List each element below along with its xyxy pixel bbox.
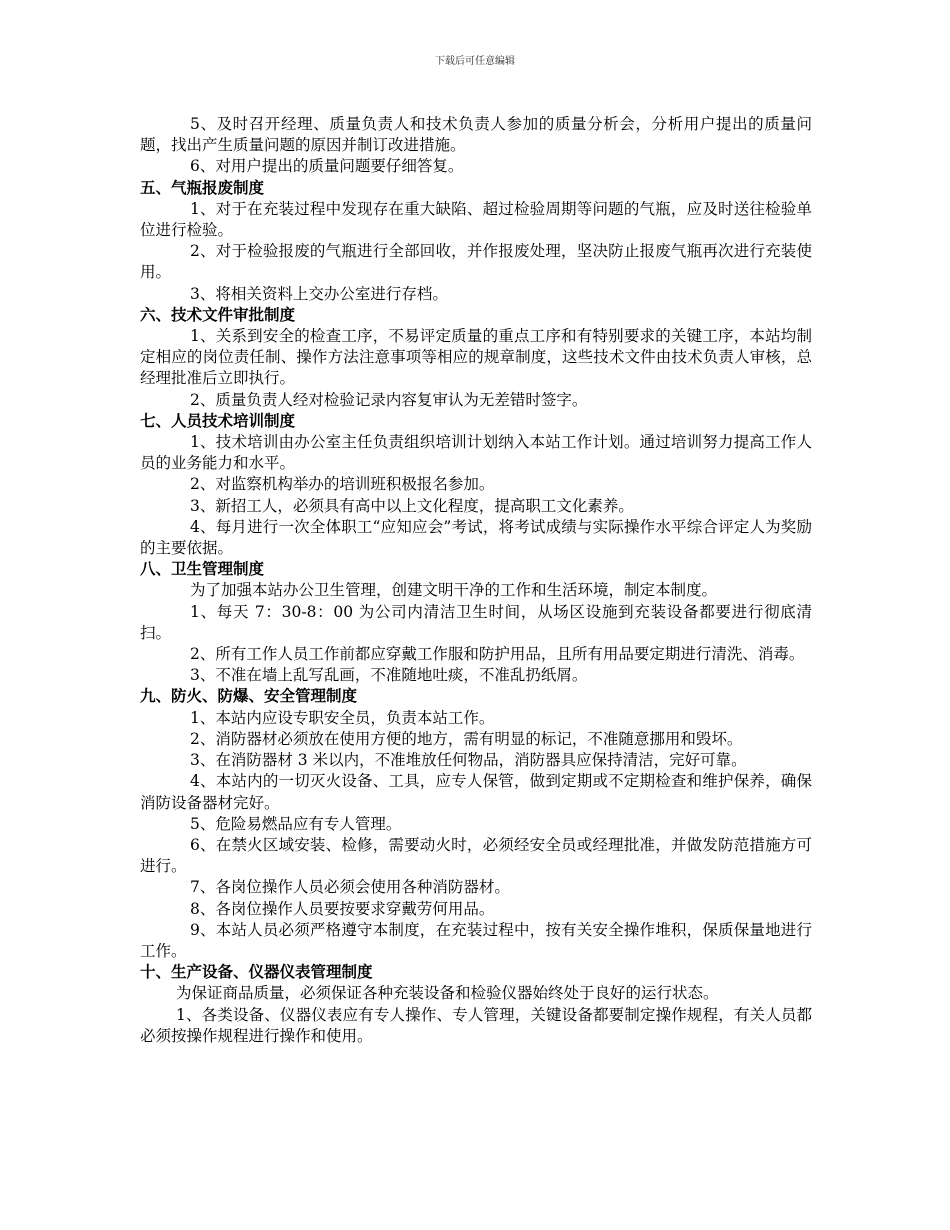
paragraph: 3、在消防器材 3 米以内，不准堆放任何物品，消防器具应保持清洁，完好可靠。 <box>190 751 747 770</box>
paragraph: 2、消防器材必须放在使用方便的地方，需有明显的标记，不准随意挪用和毁坏。 <box>190 729 743 748</box>
paragraph: 1、关系到安全的检查工序，不易评定质量的重点工序和有特别要求的关键工序，本站均制定相应的岗位责任制、操作方法注意事项等相应的规章制度，这些技术文件由技术负责人审核，总经理批准后立即执行。 <box>140 327 812 388</box>
paragraph: 4、每月进行一次全体职工“应知应会”考试，将考试成绩与实际操作水平综合评定人为奖励的主要依据。 <box>140 517 812 558</box>
section-heading: 六、技术文件审批制度 <box>140 305 296 324</box>
paragraph: 3、不准在墙上乱写乱画，不准随地吐痰，不准乱扔纸屑。 <box>190 666 588 685</box>
section-heading: 七、人员技术培训制度 <box>140 411 296 430</box>
page-header: 下载后可任意编辑 <box>435 56 515 67</box>
paragraph: 7、各岗位操作人员必须会使用各种消防器材。 <box>190 878 510 897</box>
paragraph: 为保证商品质量，必须保证各种充装设备和检验仪器始终处于良好的运行状态。 <box>176 984 719 1003</box>
section-heading: 五、气瓶报废制度 <box>140 178 265 197</box>
paragraph: 6、在禁火区域安装、检修，需要动火时，必须经安全员或经理批准，并做发防范措施方可进行。 <box>140 835 812 876</box>
section-heading: 九、防火、防爆、安全管理制度 <box>140 687 358 706</box>
paragraph: 3、将相关资料上交办公室进行存档。 <box>190 284 448 303</box>
paragraph: 1、各类设备、仪器仪表应有专人操作、专人管理，关键设备都要制定操作规程，有关人员都必须按操作规程进行操作和使用。 <box>140 1005 812 1045</box>
paragraph: 为了加强本站办公卫生管理，创建文明干净的工作和生活环境，制定本制度。 <box>190 581 718 600</box>
paragraph: 3、新招工人，必须具有高中以上文化程度，提高职工文化素养。 <box>190 496 634 515</box>
paragraph: 2、所有工作人员工作前都应穿戴工作服和防护用品，且所有用品要定期进行清洗、消毒。 <box>190 645 805 664</box>
section-heading: 十、生产设备、仪器仪表管理制度 <box>140 963 373 982</box>
paragraph: 1、对于在充装过程中发现存在重大缺陷、超过检验周期等问题的气瓶，应及时送往检验单位进行检验。 <box>140 199 812 240</box>
paragraph: 1、技术培训由办公室主任负责组织培训计划纳入本站工作计划。通过培训努力提高工作人员的业务能力和水平。 <box>140 433 812 473</box>
section-heading: 八、卫生管理制度 <box>140 560 265 579</box>
paragraph: 2、对于检验报废的气瓶进行全部回收，并作报废处理，坚决防止报废气瓶再次进行充装使用。 <box>140 242 812 282</box>
paragraph: 2、质量负责人经对检验记录内容复审认为无差错时签字。 <box>190 390 588 409</box>
paragraph: 1、本站内应设专职安全员，负责本站工作。 <box>190 708 495 727</box>
paragraph: 4、本站内的一切灭火设备、工具，应专人保管，做到定期或不定期检查和维护保养，确保消防设备器材完好。 <box>140 772 812 812</box>
paragraph: 9、本站人员必须严格遵守本制度，在充装过程中，按有关安全操作堆积，保质保量地进行工作。 <box>140 920 812 960</box>
paragraph: 1、每天 7：30-8：00 为公司内清洁卫生时间，从场区设施到充装设备都要进行彻底清扫。 <box>140 602 812 642</box>
paragraph: 2、对监察机构举办的培训班积极报名参加。 <box>190 475 495 494</box>
document-body <box>140 114 812 1047</box>
paragraph: 8、各岗位操作人员要按要求穿戴劳何用品。 <box>190 899 495 918</box>
paragraph: 5、危险易燃品应有专人管理。 <box>190 814 402 833</box>
paragraph: 6、对用户提出的质量问题要仔细答复。 <box>190 157 464 176</box>
paragraph: 5、及时召开经理、质量负责人和技术负责人参加的质量分析会，分析用户提出的质量问题，找出产生质量问题的原因并制订改进措施。 <box>140 115 812 155</box>
